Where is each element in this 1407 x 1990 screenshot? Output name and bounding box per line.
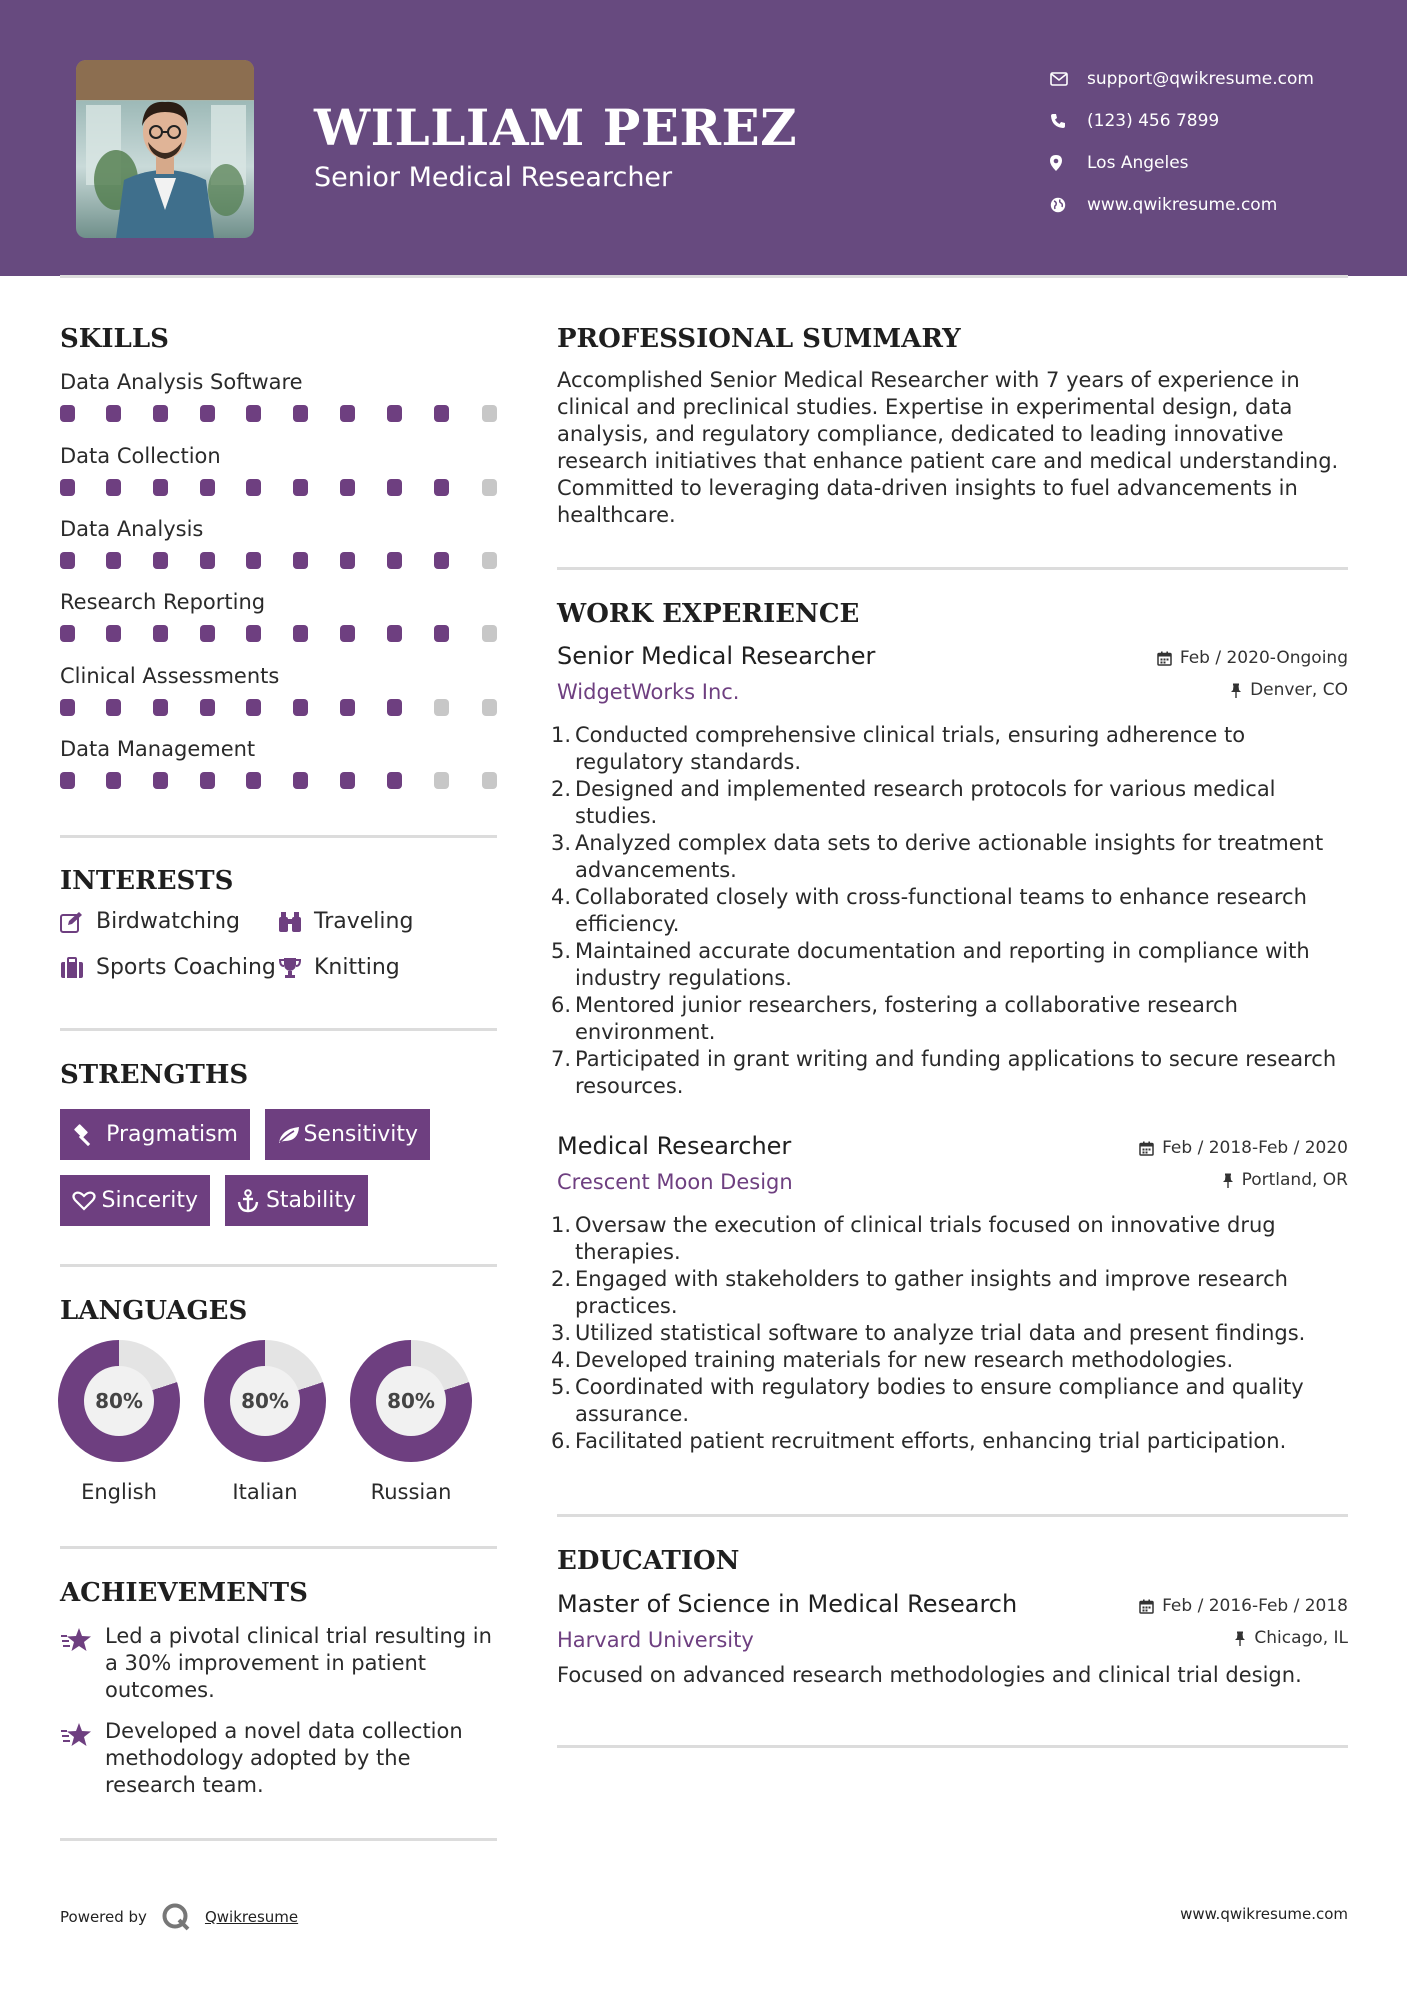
contact-email-text: support@qwikresume.com [1087, 69, 1314, 89]
language-english [58, 1340, 180, 1504]
job-entry [551, 1132, 1348, 1455]
skill-rating [60, 699, 500, 717]
skill-rating-dot [482, 405, 497, 422]
language-ring [204, 1340, 326, 1462]
skill-item [60, 442, 500, 470]
job-bullet: 4. Collaborated closely with cross-functional teams to enhance research efficiency. [551, 885, 1307, 936]
skills-title: SKILLS [60, 324, 169, 354]
skill-rating-dot [340, 479, 355, 496]
job-bullet: 2. Designed and implemented research protocols for various medical studies. [551, 777, 1276, 828]
trophy-icon [278, 957, 302, 979]
skill-rating-dot [434, 479, 449, 496]
gavel-icon [72, 1124, 94, 1146]
map-pin-icon [1050, 155, 1062, 171]
calendar-icon [1139, 1599, 1154, 1614]
skill-item [60, 735, 500, 763]
job-bullets [551, 722, 1348, 1100]
skill-rating-dot [246, 552, 261, 569]
skill-rating-dot [106, 405, 121, 422]
header-banner [0, 0, 1407, 276]
skill-name: Data Management [60, 737, 256, 761]
job-bullet: 3. Analyzed complex data sets to derive actionable insights for treatment advancements. [551, 831, 1324, 882]
job-location [1230, 680, 1348, 700]
skill-rating-dot [387, 699, 402, 716]
skill-rating-dot [200, 625, 215, 642]
contact-phone-text: (123) 456 7899 [1087, 111, 1220, 131]
skill-rating-dot [482, 552, 497, 569]
language-ring [58, 1340, 180, 1462]
achievement-text: Developed a novel data collection methodology adopted by the research team. [105, 1719, 463, 1797]
skill-rating-dot [293, 625, 308, 642]
job-date-text: Feb / 2020-Ongoing [1179, 648, 1348, 668]
heart-icon [72, 1191, 96, 1211]
phone-icon [1050, 113, 1066, 129]
calendar-icon [1139, 1141, 1154, 1156]
skill-rating-dot [200, 405, 215, 422]
job-bullet: 5. Maintained accurate documentation and reporting in compliance with industry regulations. [551, 939, 1310, 990]
interest-birdwatching [60, 909, 240, 934]
job-bullet: 2. Engaged with stakeholders to gather insights and improve research practices. [551, 1267, 1288, 1318]
job-role: Medical Researcher [557, 1132, 792, 1160]
experience-title: WORK EXPERIENCE [557, 599, 860, 629]
summary-divider [557, 567, 1348, 570]
star-icon [60, 1627, 92, 1653]
education-divider [557, 1745, 1348, 1748]
skill-rating-dot [387, 552, 402, 569]
job-location [1222, 1170, 1348, 1190]
skill-rating-dot [387, 479, 402, 496]
skill-rating-dot [246, 625, 261, 642]
calendar-icon [1157, 651, 1172, 666]
strengths-divider [60, 1264, 497, 1267]
skill-rating-dot [434, 405, 449, 422]
powered-by-text: Powered by [60, 1908, 147, 1926]
footer-powered-by [60, 1902, 298, 1932]
skill-rating-dot [153, 625, 168, 642]
contact-website[interactable] [1050, 184, 1314, 226]
skills-divider [60, 835, 497, 838]
education-degree: Master of Science in Medical Research [557, 1590, 1018, 1618]
skill-rating-dot [387, 772, 402, 789]
job-date-text: Feb / 2018-Feb / 2020 [1162, 1138, 1348, 1158]
candidate-name: WILLIAM PEREZ [314, 98, 798, 157]
job-date [1139, 1138, 1348, 1158]
skill-rating-dot [246, 772, 261, 789]
education-description: Focused on advanced research methodologies and clinical trial design. [557, 1663, 1302, 1687]
skill-rating-dot [293, 479, 308, 496]
skill-rating-dot [200, 699, 215, 716]
anchor-icon [237, 1189, 259, 1213]
skill-item [60, 368, 500, 396]
job-bullet: 6. Facilitated patient recruitment efforts, enhancing trial participation. [551, 1429, 1287, 1453]
leaf-icon [277, 1125, 301, 1145]
education-date-text: Feb / 2016-Feb / 2018 [1162, 1596, 1348, 1616]
skill-rating-dot [246, 405, 261, 422]
skill-rating-dot [60, 479, 75, 496]
skill-rating-dot [293, 552, 308, 569]
interest-label: Sports Coaching [96, 955, 276, 980]
skill-rating-dot [340, 625, 355, 642]
language-italian [204, 1340, 326, 1504]
interests-divider [60, 1028, 497, 1031]
language-russian [350, 1340, 472, 1504]
language-ring [350, 1340, 472, 1462]
strength-label: Sincerity [101, 1188, 198, 1213]
job-bullets [551, 1212, 1348, 1455]
binoculars-icon [278, 911, 302, 933]
job-location-text: Portland, OR [1241, 1170, 1348, 1190]
skill-rating-dot [60, 772, 75, 789]
skill-rating-dot [246, 699, 261, 716]
qwikresume-logo-icon [161, 1902, 191, 1932]
job-date [1157, 648, 1348, 668]
strength-sensitivity [265, 1109, 430, 1160]
languages-divider [60, 1546, 497, 1549]
qwikresume-link[interactable]: Qwikresume [204, 1908, 299, 1926]
skill-rating [60, 772, 500, 790]
skill-rating-dot [434, 772, 449, 789]
footer-website[interactable]: www.qwikresume.com [1180, 1905, 1348, 1923]
skill-rating-dot [387, 625, 402, 642]
contact-location-text: Los Angeles [1087, 153, 1189, 173]
skill-name: Research Reporting [60, 590, 266, 614]
strength-sincerity [60, 1175, 210, 1226]
skill-rating-dot [153, 479, 168, 496]
education-entry [557, 1590, 1348, 1689]
skill-name: Data Collection [60, 444, 221, 468]
job-bullet: 4. Developed training materials for new research methodologies. [551, 1348, 1234, 1372]
achievement-text: Led a pivotal clinical trial resulting in a 30% improvement in patient outcomes. [105, 1624, 492, 1702]
language-percent: 80% [84, 1366, 154, 1436]
language-percent: 80% [376, 1366, 446, 1436]
skill-rating [60, 552, 500, 570]
skill-rating-dot [106, 772, 121, 789]
skill-rating-dot [153, 552, 168, 569]
achievements-divider [60, 1838, 497, 1841]
contact-location [1050, 142, 1314, 184]
skill-rating-dot [60, 552, 75, 569]
language-name: English [81, 1480, 157, 1504]
skill-rating-dot [200, 479, 215, 496]
skill-rating-dot [434, 699, 449, 716]
strength-label: Sensitivity [303, 1122, 418, 1147]
contact-email[interactable] [1050, 58, 1314, 100]
header-divider [60, 275, 1348, 278]
strength-label: Stability [265, 1188, 356, 1213]
job-company: Crescent Moon Design [557, 1170, 793, 1194]
skill-rating-dot [293, 405, 308, 422]
education-date [1139, 1596, 1348, 1616]
globe-icon [1050, 197, 1066, 213]
language-percent: 80% [230, 1366, 300, 1436]
education-title: EDUCATION [557, 1546, 740, 1576]
job-bullet: 3. Utilized statistical software to analyze trial data and present findings. [551, 1321, 1306, 1345]
profile-photo [76, 60, 254, 238]
pushpin-icon [1222, 1173, 1234, 1188]
skill-name: Data Analysis Software [60, 370, 303, 394]
skill-rating-dot [106, 625, 121, 642]
suitcase-icon [60, 957, 84, 979]
skill-rating-dot [106, 479, 121, 496]
experience-divider [557, 1514, 1348, 1517]
skill-name: Data Analysis [60, 517, 204, 541]
envelope-icon [1050, 72, 1068, 86]
education-location-text: Chicago, IL [1254, 1628, 1348, 1648]
job-bullet: 1. Oversaw the execution of clinical trials focused on innovative drug therapies. [551, 1213, 1276, 1264]
job-bullet: 7. Participated in grant writing and funding applications to secure research resources. [551, 1047, 1337, 1098]
skill-rating-dot [482, 772, 497, 789]
skill-rating-dot [387, 405, 402, 422]
pencil-square-icon [60, 911, 84, 933]
skill-item [60, 515, 500, 543]
skill-rating-dot [200, 552, 215, 569]
skill-rating-dot [60, 625, 75, 642]
pushpin-icon [1234, 1631, 1246, 1646]
skill-rating-dot [340, 772, 355, 789]
star-icon [60, 1722, 92, 1748]
skill-rating-dot [106, 699, 121, 716]
interest-knitting [278, 955, 400, 980]
summary-text: Accomplished Senior Medical Researcher with 7 years of experience in clinical and preclinical studies. Expertise in experimental design, data analysis, and regulatory compliance, dedicated to leading innovative research initiatives that enhance patient care and medical understanding. Committed to leveraging data-driven insights to fuel advancements in healthcare. [557, 368, 1339, 527]
skill-item [60, 588, 500, 616]
achievements-title: ACHIEVEMENTS [60, 1578, 308, 1608]
skill-item [60, 662, 500, 690]
education-location [1234, 1628, 1348, 1648]
skill-rating [60, 405, 500, 423]
skill-rating [60, 625, 500, 643]
strength-label: Pragmatism [106, 1122, 238, 1147]
interest-label: Traveling [314, 909, 414, 934]
candidate-title: Senior Medical Researcher [314, 162, 673, 193]
achievement-item [60, 1718, 500, 1799]
skill-rating-dot [340, 405, 355, 422]
job-role: Senior Medical Researcher [557, 642, 876, 670]
skill-rating-dot [153, 405, 168, 422]
language-name: Italian [232, 1480, 298, 1504]
job-entry [551, 642, 1348, 1100]
contact-list [1050, 58, 1314, 226]
skill-rating [60, 479, 500, 497]
summary-title: PROFESSIONAL SUMMARY [557, 324, 961, 354]
interest-traveling [278, 909, 413, 934]
job-bullet: 5. Coordinated with regulatory bodies to ensure compliance and quality assurance. [551, 1375, 1304, 1426]
job-bullet: 1. Conducted comprehensive clinical trials, ensuring adherence to regulatory standards. [551, 723, 1246, 774]
skill-rating-dot [106, 552, 121, 569]
skill-rating-dot [482, 699, 497, 716]
skill-rating-dot [246, 479, 261, 496]
skill-rating-dot [340, 552, 355, 569]
pushpin-icon [1230, 683, 1242, 698]
skill-rating-dot [434, 552, 449, 569]
job-location-text: Denver, CO [1250, 680, 1348, 700]
strength-stability [225, 1175, 368, 1226]
skill-rating-dot [482, 479, 497, 496]
education-school: Harvard University [557, 1628, 754, 1652]
skill-rating-dot [340, 699, 355, 716]
skill-rating-dot [293, 772, 308, 789]
job-bullet: 6. Mentored junior researchers, fostering a collaborative research environment. [551, 993, 1238, 1044]
skill-name: Clinical Assessments [60, 664, 280, 688]
contact-phone[interactable] [1050, 100, 1314, 142]
contact-website-text: www.qwikresume.com [1087, 195, 1278, 215]
skill-rating-dot [200, 772, 215, 789]
strength-pragmatism [60, 1109, 250, 1160]
strengths-title: STRENGTHS [60, 1060, 249, 1090]
achievement-item [60, 1623, 500, 1704]
language-name: Russian [370, 1480, 452, 1504]
skill-rating-dot [482, 625, 497, 642]
interests-title: INTERESTS [60, 866, 234, 896]
skill-rating-dot [434, 625, 449, 642]
skill-rating-dot [60, 699, 75, 716]
interest-sports-coaching [60, 955, 276, 980]
skill-rating-dot [60, 405, 75, 422]
job-company: WidgetWorks Inc. [557, 680, 740, 704]
skill-rating-dot [153, 699, 168, 716]
person-portrait-icon [76, 60, 254, 238]
interest-label: Birdwatching [96, 909, 240, 934]
skill-rating-dot [293, 699, 308, 716]
skill-rating-dot [153, 772, 168, 789]
languages-title: LANGUAGES [60, 1296, 248, 1326]
interest-label: Knitting [314, 955, 400, 980]
